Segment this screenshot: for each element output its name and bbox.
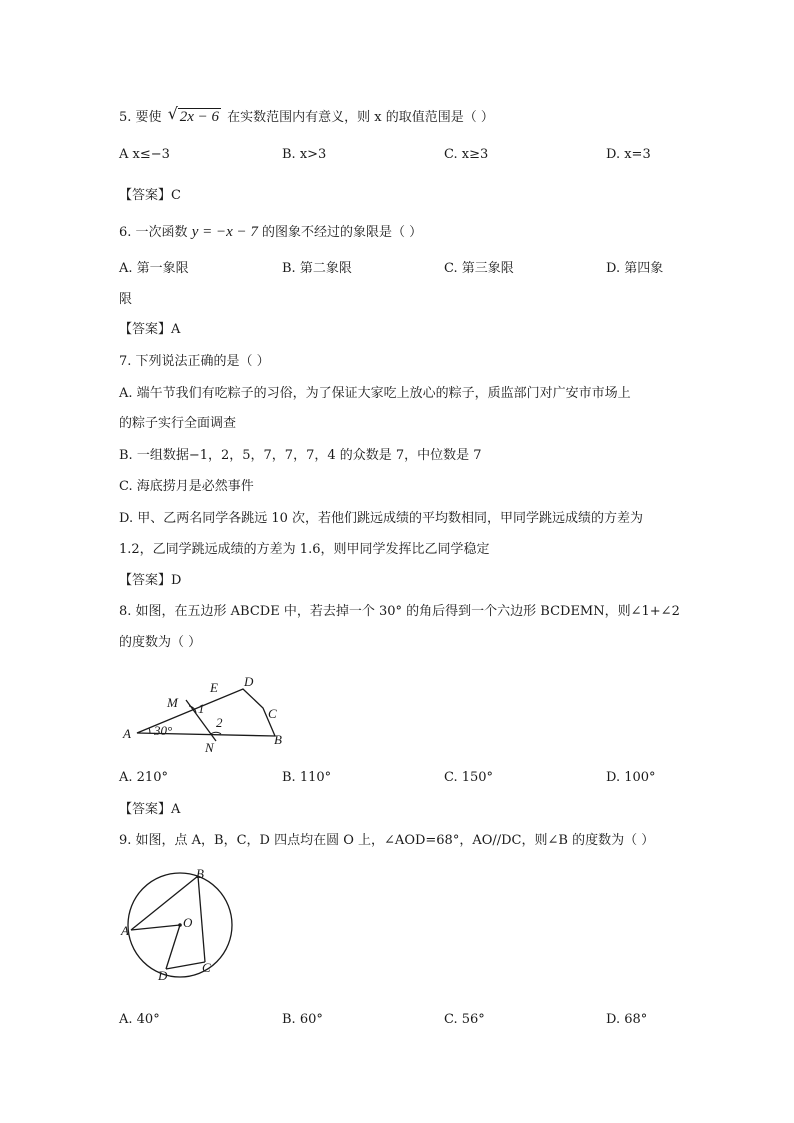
label-b: B	[196, 866, 204, 881]
circle-figure	[119, 866, 239, 986]
question-8-stem-line1: 8. 如图，在五边形 ABCDE 中，若去掉一个 30° 的角后得到一个六边形 BCDEMN，则∠1+∠2	[119, 604, 680, 619]
q9-option-d: D. 68°	[606, 1012, 648, 1027]
label-b: B	[274, 732, 282, 747]
question-5-stem	[119, 104, 494, 127]
q5-option-d: D. x=3	[606, 147, 651, 162]
radius-od	[166, 925, 180, 969]
q8-answer: 【答案】A	[119, 802, 181, 817]
label-d: D	[158, 968, 168, 983]
q5-answer: 【答案】C	[119, 188, 181, 203]
label-a: A	[121, 923, 129, 938]
chord-bc	[198, 876, 205, 962]
label-a: A	[123, 726, 131, 741]
q9-option-b: B. 60°	[282, 1012, 323, 1027]
label-angle-1: 1	[198, 701, 205, 716]
q7-option-b: B. 一组数据−1，2，5，7，7，7，4 的众数是 7，中位数是 7	[119, 448, 482, 463]
q5-suffix: 在实数范围内有意义，则 x 的取值范围是（ ）	[227, 110, 494, 125]
center-dot	[178, 923, 182, 927]
q7-option-d-line2: 1.2，乙同学跳远成绩的方差为 1.6，则甲同学发挥比乙同学稳定	[119, 542, 490, 557]
chord-dc	[166, 962, 205, 969]
q8-option-a: A. 210°	[119, 770, 168, 785]
q6-formula: y = −x − 7	[191, 224, 258, 240]
angle-30-arc	[149, 728, 150, 733]
q8-option-b: B. 110°	[282, 770, 332, 785]
pentagon-figure	[119, 668, 299, 758]
q5-prefix: 5. 要使	[119, 110, 162, 125]
question-6-stem	[119, 223, 422, 242]
question-9-stem: 9. 如图，点 A，B，C，D 四点均在圆 O 上，∠AOD=68°，AO//DC，则∠B 的度数为（ ）	[119, 833, 655, 848]
q6-option-a: A. 第一象限	[119, 261, 189, 276]
q5-option-a: A x≤−3	[119, 147, 170, 162]
question-7-stem: 7. 下列说法正确的是（ ）	[119, 354, 270, 369]
q5-option-c: C. x≥3	[444, 147, 489, 162]
q6-prefix: 6. 一次函数	[119, 225, 188, 240]
label-angle-30: 30°	[154, 723, 173, 738]
q8-option-d: D. 100°	[606, 770, 656, 785]
q6-suffix: 的图象不经过的象限是（ ）	[262, 225, 423, 240]
q7-answer: 【答案】D	[119, 573, 182, 588]
label-angle-2: 2	[216, 715, 223, 730]
label-c: C	[202, 960, 211, 975]
q9-option-a: A. 40°	[119, 1012, 160, 1027]
q9-option-c: C. 56°	[444, 1012, 485, 1027]
q6-answer: 【答案】A	[119, 322, 181, 337]
q6-option-b: B. 第二象限	[282, 261, 352, 276]
label-d: D	[244, 674, 254, 689]
label-c: C	[268, 706, 277, 721]
label-e: E	[210, 680, 218, 695]
q7-option-a-line2: 的粽子实行全面调查	[119, 416, 237, 431]
label-o: O	[183, 915, 193, 930]
q5-radicand: 2x − 6	[179, 109, 219, 125]
label-m: M	[167, 695, 178, 710]
q5-sqrt-expression	[167, 104, 221, 127]
q8-option-c: C. 150°	[444, 770, 494, 785]
q6-option-c: C. 第三象限	[444, 261, 514, 276]
radius-ao	[131, 925, 180, 930]
radical-sign-icon: √	[167, 104, 178, 123]
q5-option-b: B. x>3	[282, 147, 327, 162]
q7-option-d-line1: D. 甲、乙两名同学各跳远 10 次，若他们跳远成绩的平均数相同，甲同学跳远成绩的方差为	[119, 511, 644, 526]
angle-2-arc	[211, 732, 221, 734]
label-n: N	[205, 740, 214, 755]
q7-option-a-line1: A. 端午节我们有吃粽子的习俗，为了保证大家吃上放心的粽子，质监部门对广安市市场上	[119, 386, 631, 401]
q6-option-d-wrap: 限	[119, 292, 133, 307]
question-8-stem-line2: 的度数为（ ）	[119, 635, 202, 650]
q6-option-d: D. 第四象	[606, 261, 664, 276]
q7-option-c: C. 海底捞月是必然事件	[119, 479, 254, 494]
